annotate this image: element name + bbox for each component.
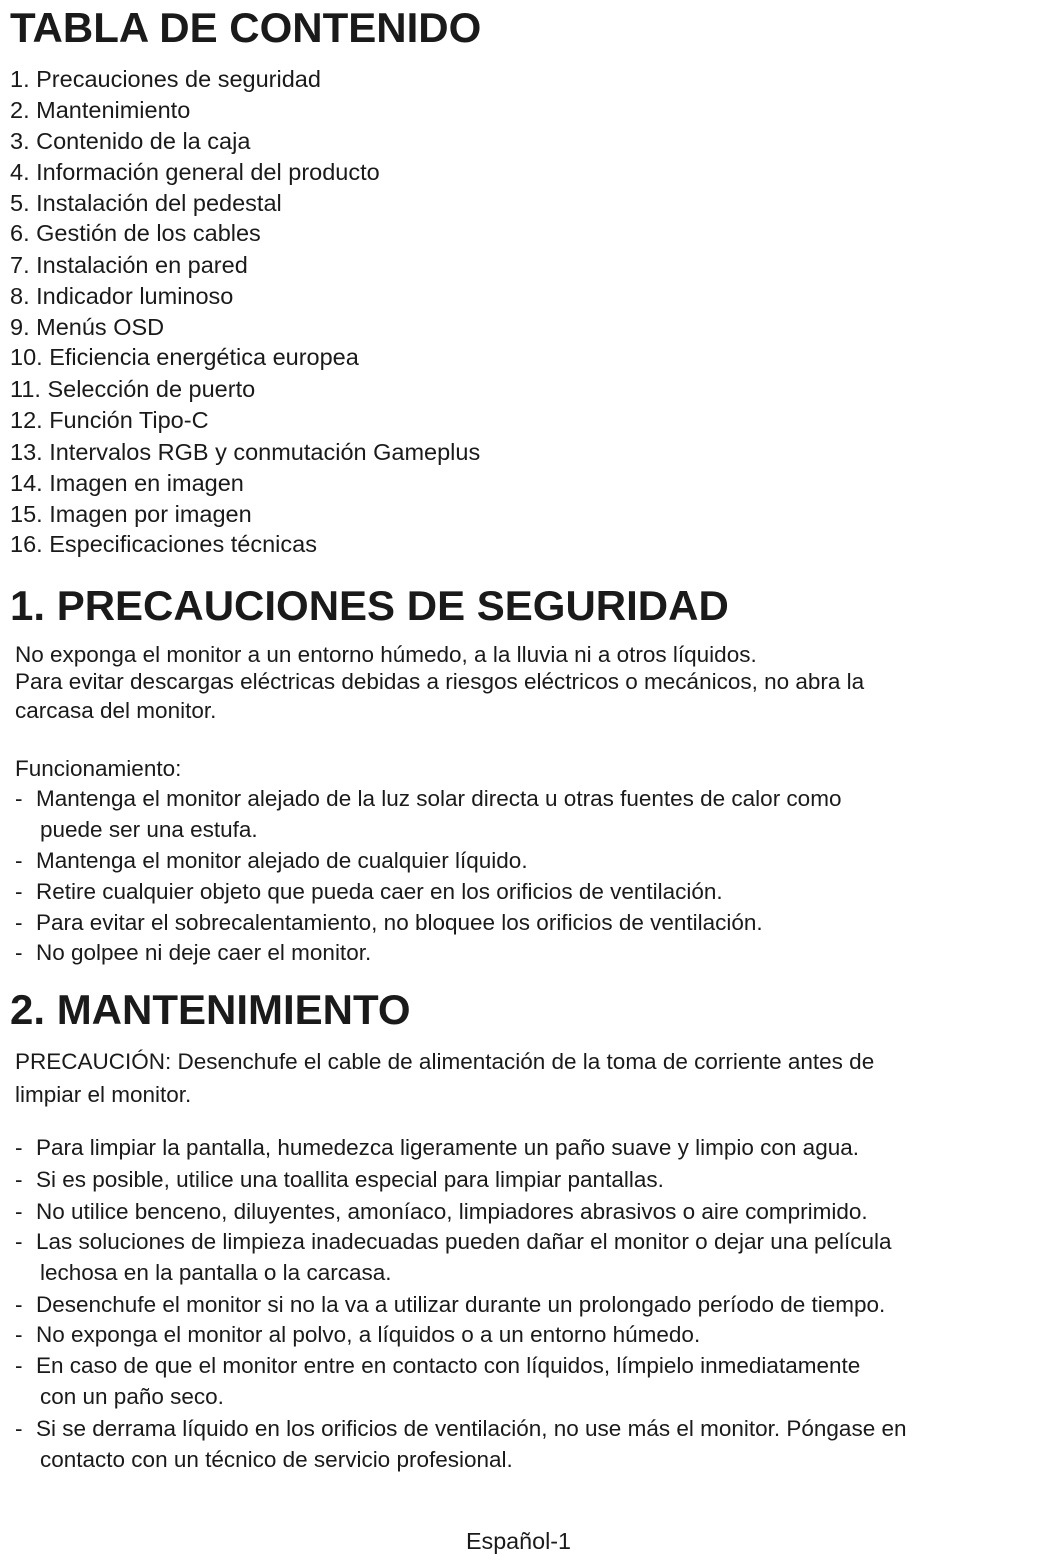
list-item-text: Para evitar el sobrecalentamiento, no bloquee los orificios de ventilación.: [36, 910, 763, 935]
maintenance-title: 2. MANTENIMIENTO: [10, 986, 411, 1033]
list-item: [15, 877, 1015, 907]
bullet-marker: -: [15, 910, 23, 935]
bullet-marker: -: [15, 1229, 23, 1254]
list-item: [15, 846, 1015, 876]
list-item: [15, 908, 1015, 938]
operation-label: Funcionamiento:: [15, 756, 182, 781]
bullet-marker: -: [15, 1416, 23, 1441]
toc-item: 16. Especificaciones técnicas: [10, 531, 317, 557]
safety-paragraph: No exponga el monitor a un entorno húmedo, a la lluvia ni a otros líquidos.: [15, 642, 757, 667]
toc-item: 12. Función Tipo-C: [10, 407, 209, 433]
toc-item: 2. Mantenimiento: [10, 97, 191, 123]
page-number: Español-1: [465, 1528, 572, 1554]
toc-item: 6. Gestión de los cables: [10, 220, 261, 246]
list-item-text: No exponga el monitor al polvo, a líquidos o a un entorno húmedo.: [36, 1322, 701, 1347]
list-item-text: No golpee ni deje caer el monitor.: [36, 940, 372, 965]
list-item-text: contacto con un técnico de servicio profesional.: [40, 1447, 513, 1472]
list-item-text: Mantenga el monitor alejado de cualquier líquido.: [36, 848, 528, 873]
toc-item: 3. Contenido de la caja: [10, 128, 251, 154]
bullet-marker: -: [15, 1167, 23, 1192]
safety-title: 1. PRECAUCIONES DE SEGURIDAD: [10, 582, 729, 629]
list-item-text: En caso de que el monitor entre en contacto con líquidos, límpielo inmediatamente: [36, 1353, 861, 1378]
toc-item: 7. Instalación en pared: [10, 252, 248, 278]
list-item: [15, 1351, 1035, 1411]
list-item-text: puede ser una estufa.: [40, 817, 258, 842]
bullet-marker: -: [15, 940, 23, 965]
toc-item: 14. Imagen en imagen: [10, 470, 244, 496]
bullet-marker: -: [15, 1292, 23, 1317]
toc-item: 8. Indicador luminoso: [10, 283, 234, 309]
bullet-marker: -: [15, 1135, 23, 1160]
maintenance-bullet-list: [15, 1133, 1035, 1478]
toc-item: 4. Información general del producto: [10, 159, 380, 185]
bullet-marker: -: [15, 1353, 23, 1378]
list-item: [15, 1320, 1035, 1350]
bullet-marker: -: [15, 786, 23, 811]
toc-item: 5. Instalación del pedestal: [10, 190, 282, 216]
list-item-text: Desenchufe el monitor si no la va a utilizar durante un prolongado período de tiempo.: [36, 1292, 886, 1317]
toc-list: [10, 64, 710, 557]
safety-paragraph: carcasa del monitor.: [15, 698, 217, 723]
toc-item: 15. Imagen por imagen: [10, 501, 252, 527]
toc-item: 1. Precauciones de seguridad: [10, 66, 321, 92]
list-item-text: Para limpiar la pantalla, humedezca ligeramente un paño suave y limpio con agua.: [36, 1135, 859, 1160]
list-item: [15, 938, 1015, 968]
toc-item: 11. Selección de puerto: [10, 376, 256, 402]
list-item-text: Si es posible, utilice una toallita especial para limpiar pantallas.: [36, 1167, 664, 1192]
toc-title: TABLA DE CONTENIDO: [10, 4, 482, 51]
safety-bullet-list: [15, 784, 1015, 974]
list-item: [15, 1414, 1035, 1474]
list-item-text: con un paño seco.: [40, 1384, 224, 1409]
list-item: [15, 1227, 1035, 1287]
list-item-text: lechosa en la pantalla o la carcasa.: [40, 1260, 392, 1285]
list-item: [15, 784, 1015, 844]
list-item-text: Si se derrama líquido en los orificios de ventilación, no use más el monitor. Póngase en: [36, 1416, 907, 1441]
caution-text: PRECAUCIÓN: Desenchufe el cable de alimentación de la toma de corriente antes de: [15, 1049, 875, 1074]
bullet-marker: -: [15, 848, 23, 873]
list-item-text: Mantenga el monitor alejado de la luz solar directa u otras fuentes de calor como: [36, 786, 842, 811]
list-item: [15, 1133, 1035, 1163]
list-item: [15, 1290, 1035, 1320]
list-item: [15, 1165, 1035, 1195]
bullet-marker: -: [15, 1322, 23, 1347]
list-item-text: Las soluciones de limpieza inadecuadas pueden dañar el monitor o dejar una película: [36, 1229, 892, 1254]
toc-item: 10. Eficiencia energética europea: [10, 344, 359, 370]
caution-text: limpiar el monitor.: [15, 1082, 192, 1107]
list-item-text: Retire cualquier objeto que pueda caer en los orificios de ventilación.: [36, 879, 723, 904]
list-item-text: No utilice benceno, diluyentes, amoníaco, limpiadores abrasivos o aire comprimido.: [36, 1199, 868, 1224]
toc-item: 13. Intervalos RGB y conmutación Gameplus: [10, 439, 481, 465]
bullet-marker: -: [15, 879, 23, 904]
toc-item: 9. Menús OSD: [10, 314, 165, 340]
list-item: [15, 1197, 1035, 1227]
safety-paragraph: Para evitar descargas eléctricas debidas a riesgos eléctricos o mecánicos, no abra la: [15, 669, 865, 694]
bullet-marker: -: [15, 1199, 23, 1224]
